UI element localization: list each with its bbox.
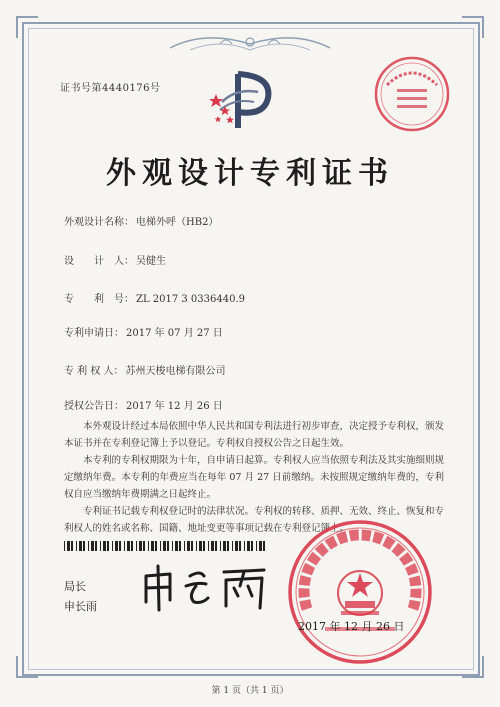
field-value: 2017 年 12 月 26 日 xyxy=(126,401,223,412)
body-paragraph: 专利证书记载专利权登记时的法律状况。专利权的转移、质押、无效、终止、恢复和专利权人的姓名或名称、国籍、地址变更等事项记载在专利登记簿上。 xyxy=(64,506,445,534)
field-label: 专利申请日： xyxy=(64,328,124,339)
patent-office-logo-icon xyxy=(208,66,278,136)
field-patent-number xyxy=(64,290,245,305)
border-corner xyxy=(462,656,484,678)
field-grant-date xyxy=(64,397,223,412)
field-label: 授权公告日： xyxy=(64,401,124,412)
field-application-date xyxy=(64,324,223,339)
official-seal-small-icon xyxy=(373,55,451,133)
field-label: 外观设计名称： xyxy=(64,217,134,228)
field-value: 苏州天梭电梯有限公司 xyxy=(125,366,226,377)
director-title: 局长 xyxy=(64,580,86,593)
border-corner xyxy=(16,16,38,38)
field-label: 专 利 权 人： xyxy=(64,366,124,377)
field-label: 设 计 人： xyxy=(64,256,134,267)
field-value: ZL 2017 3 0336440.9 xyxy=(136,294,246,305)
certificate-number: 证书号第4440176号 xyxy=(60,83,161,94)
field-value: 2017 年 07 月 27 日 xyxy=(126,328,223,339)
national-ip-office-seal-icon xyxy=(285,517,435,667)
field-value: 吴健生 xyxy=(136,256,166,267)
border-corner xyxy=(462,16,484,38)
field-label: 专 利 号： xyxy=(64,294,134,305)
field-design-name xyxy=(64,213,218,228)
body-paragraph: 本专利的专利权期限为十年，自申请日起算。专利权人应当依照专利法及其实施细则规定缴纳年费。本专利的年费应当在每年 07 月 27 日前缴纳。未按照规定缴纳年费的，专利权自应当缴纳年费期满之日起终止。 xyxy=(64,455,445,500)
page-footer: 第 1 页（共 1 页） xyxy=(211,686,289,696)
border-corner xyxy=(16,656,38,678)
seal-date: 2017 年 12 月 26 日 xyxy=(298,620,405,633)
top-ornament-icon xyxy=(160,30,340,56)
body-paragraph: 本外观设计经过本局依照中华人民共和国专利法进行初步审查，决定授予专利权，颁发本证书并在专利登记簿上予以登记。专利权自授权公告之日起生效。 xyxy=(64,421,445,449)
director-signature-icon xyxy=(140,562,270,614)
field-value: 电梯外呼（HB2） xyxy=(136,217,219,228)
field-patentee xyxy=(64,362,226,377)
barcode-icon xyxy=(64,541,268,551)
field-designer xyxy=(64,252,166,267)
page-title: 外观设计专利证书 xyxy=(106,156,394,191)
director-name: 申长雨 xyxy=(64,600,97,613)
